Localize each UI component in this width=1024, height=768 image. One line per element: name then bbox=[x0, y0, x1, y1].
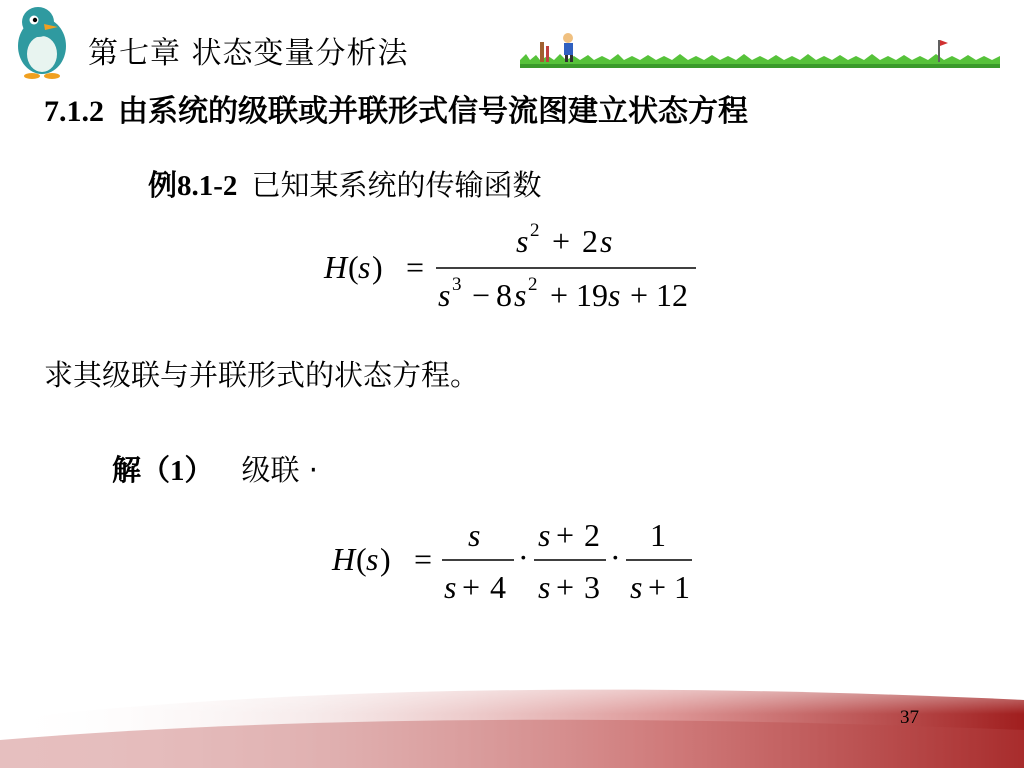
frac1-den-const: 4 bbox=[490, 569, 506, 605]
transfer-function-formula bbox=[300, 212, 720, 322]
dot-2: · bbox=[610, 539, 621, 575]
penguin-logo-icon bbox=[2, 0, 82, 80]
grass-strip-decoration bbox=[520, 30, 1000, 70]
equals-sign: = bbox=[406, 249, 425, 285]
num-term1-exp: 2 bbox=[530, 220, 540, 241]
page-number: 37 bbox=[900, 707, 919, 728]
section-heading bbox=[44, 86, 748, 130]
example-label bbox=[148, 168, 237, 202]
den-term2-op: − bbox=[472, 277, 491, 313]
frac2-den-var: s bbox=[538, 569, 551, 605]
den-term3-var: s bbox=[608, 277, 621, 313]
bottom-gradient-band bbox=[0, 660, 1024, 768]
num-term2-var: s bbox=[600, 223, 613, 259]
lhs-var: s bbox=[358, 249, 371, 285]
frac3-den-const: 1 bbox=[674, 569, 690, 605]
example-label-prefix: 例 bbox=[148, 168, 178, 202]
frac2-den-op: + bbox=[556, 569, 575, 605]
section-title: 由系统的级联或并联形式信号流图建立状态方程 bbox=[118, 94, 748, 129]
frac2-num-var: s bbox=[538, 517, 551, 553]
solution-label bbox=[112, 453, 214, 487]
chapter-title: 第七章 状态变量分析法 bbox=[88, 36, 409, 71]
lhs-open: ( bbox=[348, 249, 359, 285]
equals-sign: = bbox=[414, 541, 433, 577]
example-label-number: 8.1-2 bbox=[177, 170, 238, 202]
frac2-den-const: 3 bbox=[584, 569, 600, 605]
den-term1-exp: 3 bbox=[452, 274, 462, 295]
frac3-den-op: + bbox=[648, 569, 667, 605]
den-term2-coef: 8 bbox=[496, 277, 512, 313]
solution-heading bbox=[112, 448, 318, 489]
frac2-num-const: 2 bbox=[584, 517, 600, 553]
den-term1-var: s bbox=[438, 277, 451, 313]
num-term1-var: s bbox=[516, 223, 529, 259]
num-term2-coef: 2 bbox=[582, 223, 598, 259]
lhs-close: ) bbox=[372, 249, 383, 285]
solution-label-suffix: ） bbox=[184, 453, 214, 487]
solution-label-prefix: 解（ bbox=[112, 453, 171, 487]
solution-text: 级联 · bbox=[241, 453, 318, 487]
den-term2-exp: 2 bbox=[528, 274, 538, 295]
section-number: 7.1.2 bbox=[44, 95, 104, 128]
task-statement: 求其级联与并联形式的状态方程。 bbox=[44, 358, 480, 392]
num-term2-op: + bbox=[552, 223, 571, 259]
frac1-den-var: s bbox=[444, 569, 457, 605]
den-term4-const: 12 bbox=[656, 277, 688, 313]
example-statement bbox=[148, 163, 541, 204]
lhs-close: ) bbox=[380, 541, 391, 577]
lhs-open: ( bbox=[356, 541, 367, 577]
frac1-num-var: s bbox=[468, 517, 481, 553]
example-text: 已知某系统的传输函数 bbox=[251, 168, 542, 202]
frac2-num-op: + bbox=[556, 517, 575, 553]
cascade-formula bbox=[320, 512, 720, 612]
lhs-func: H bbox=[332, 541, 356, 577]
frac3-num-const: 1 bbox=[650, 517, 666, 553]
solution-label-number: 1 bbox=[170, 455, 185, 487]
frac1-den-op: + bbox=[462, 569, 481, 605]
den-term3-op: + bbox=[550, 277, 569, 313]
den-term4-op: + bbox=[630, 277, 649, 313]
den-term3-coef: 19 bbox=[576, 277, 608, 313]
frac3-den-var: s bbox=[630, 569, 643, 605]
den-term2-var: s bbox=[514, 277, 527, 313]
dot-1: · bbox=[518, 539, 529, 575]
lhs-var: s bbox=[366, 541, 379, 577]
lhs-func: H bbox=[324, 249, 348, 285]
